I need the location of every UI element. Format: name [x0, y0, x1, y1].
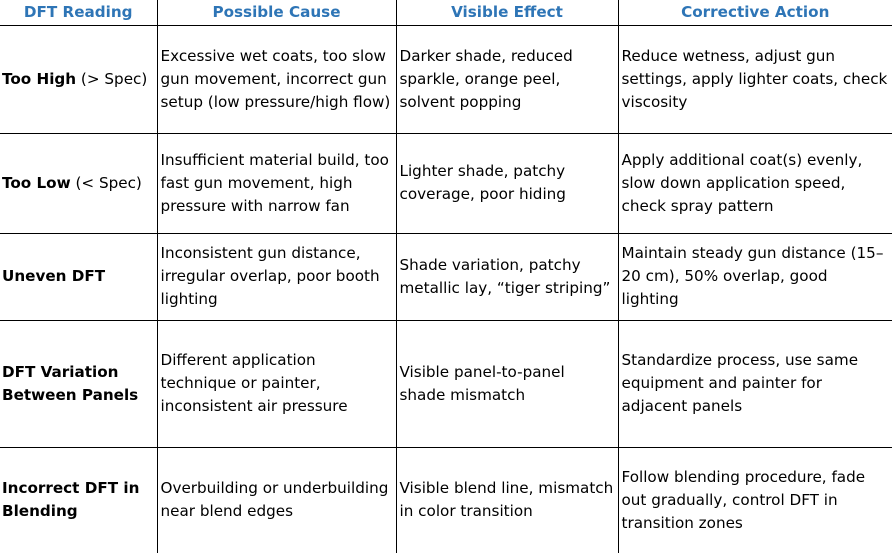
visible-effect-cell: Lighter shade, patchy coverage, poor hiding — [396, 133, 618, 233]
table-row — [0, 133, 892, 233]
table-row — [0, 447, 892, 553]
possible-cause-cell: Excessive wet coats, too slow gun movement, incorrect gun setup (low pressure/high flow) — [157, 25, 396, 133]
dft-reading-cell — [0, 320, 157, 447]
header-visible-effect: Visible Effect — [396, 0, 618, 25]
dft-reading-label: Too High — [2, 69, 77, 88]
table-header — [0, 0, 892, 25]
possible-cause-cell: Different application technique or painter, inconsistent air pressure — [157, 320, 396, 447]
corrective-action-cell: Reduce wetness, adjust gun settings, apply lighter coats, check viscosity — [618, 25, 892, 133]
corrective-action-cell: Maintain steady gun distance (15–20 cm), 50% overlap, good lighting — [618, 233, 892, 320]
visible-effect-cell: Visible panel-to-panel shade mismatch — [396, 320, 618, 447]
header-possible-cause: Possible Cause — [157, 0, 396, 25]
dft-reading-cell — [0, 233, 157, 320]
table-body — [0, 25, 892, 553]
dft-reading-label: Incorrect DFT in Blending — [2, 479, 140, 521]
possible-cause-cell: Insufficient material build, too fast gun movement, high pressure with narrow fan — [157, 133, 396, 233]
dft-reading-label: Too Low — [2, 173, 71, 192]
dft-reading-label: Uneven DFT — [2, 267, 106, 285]
dft-reading-label: DFT Variation Between Panels — [2, 362, 139, 404]
corrective-action-cell: Follow blending procedure, fade out gradually, control DFT in transition zones — [618, 447, 892, 553]
header-row — [0, 0, 892, 25]
dft-reading-cell — [0, 25, 157, 133]
visible-effect-cell: Visible blend line, mismatch in color transition — [396, 447, 618, 553]
visible-effect-cell: Shade variation, patchy metallic lay, “tiger striping” — [396, 233, 618, 320]
header-dft-reading: DFT Reading — [0, 0, 157, 25]
corrective-action-cell: Apply additional coat(s) evenly, slow down application speed, check spray pattern — [618, 133, 892, 233]
visible-effect-cell: Darker shade, reduced sparkle, orange peel, solvent popping — [396, 25, 618, 133]
dft-reading-cell — [0, 447, 157, 553]
table-row — [0, 320, 892, 447]
header-corrective-action: Corrective Action — [618, 0, 892, 25]
possible-cause-cell: Inconsistent gun distance, irregular overlap, poor booth lighting — [157, 233, 396, 320]
corrective-action-cell: Standardize process, use same equipment and painter for adjacent panels — [618, 320, 892, 447]
table-row — [0, 233, 892, 320]
dft-reading-cell — [0, 133, 157, 233]
possible-cause-cell: Overbuilding or underbuilding near blend edges — [157, 447, 396, 553]
table-row — [0, 25, 892, 133]
dft-reading-note: (> Spec) — [76, 69, 148, 88]
dft-reading-note: (< Spec) — [70, 173, 142, 192]
